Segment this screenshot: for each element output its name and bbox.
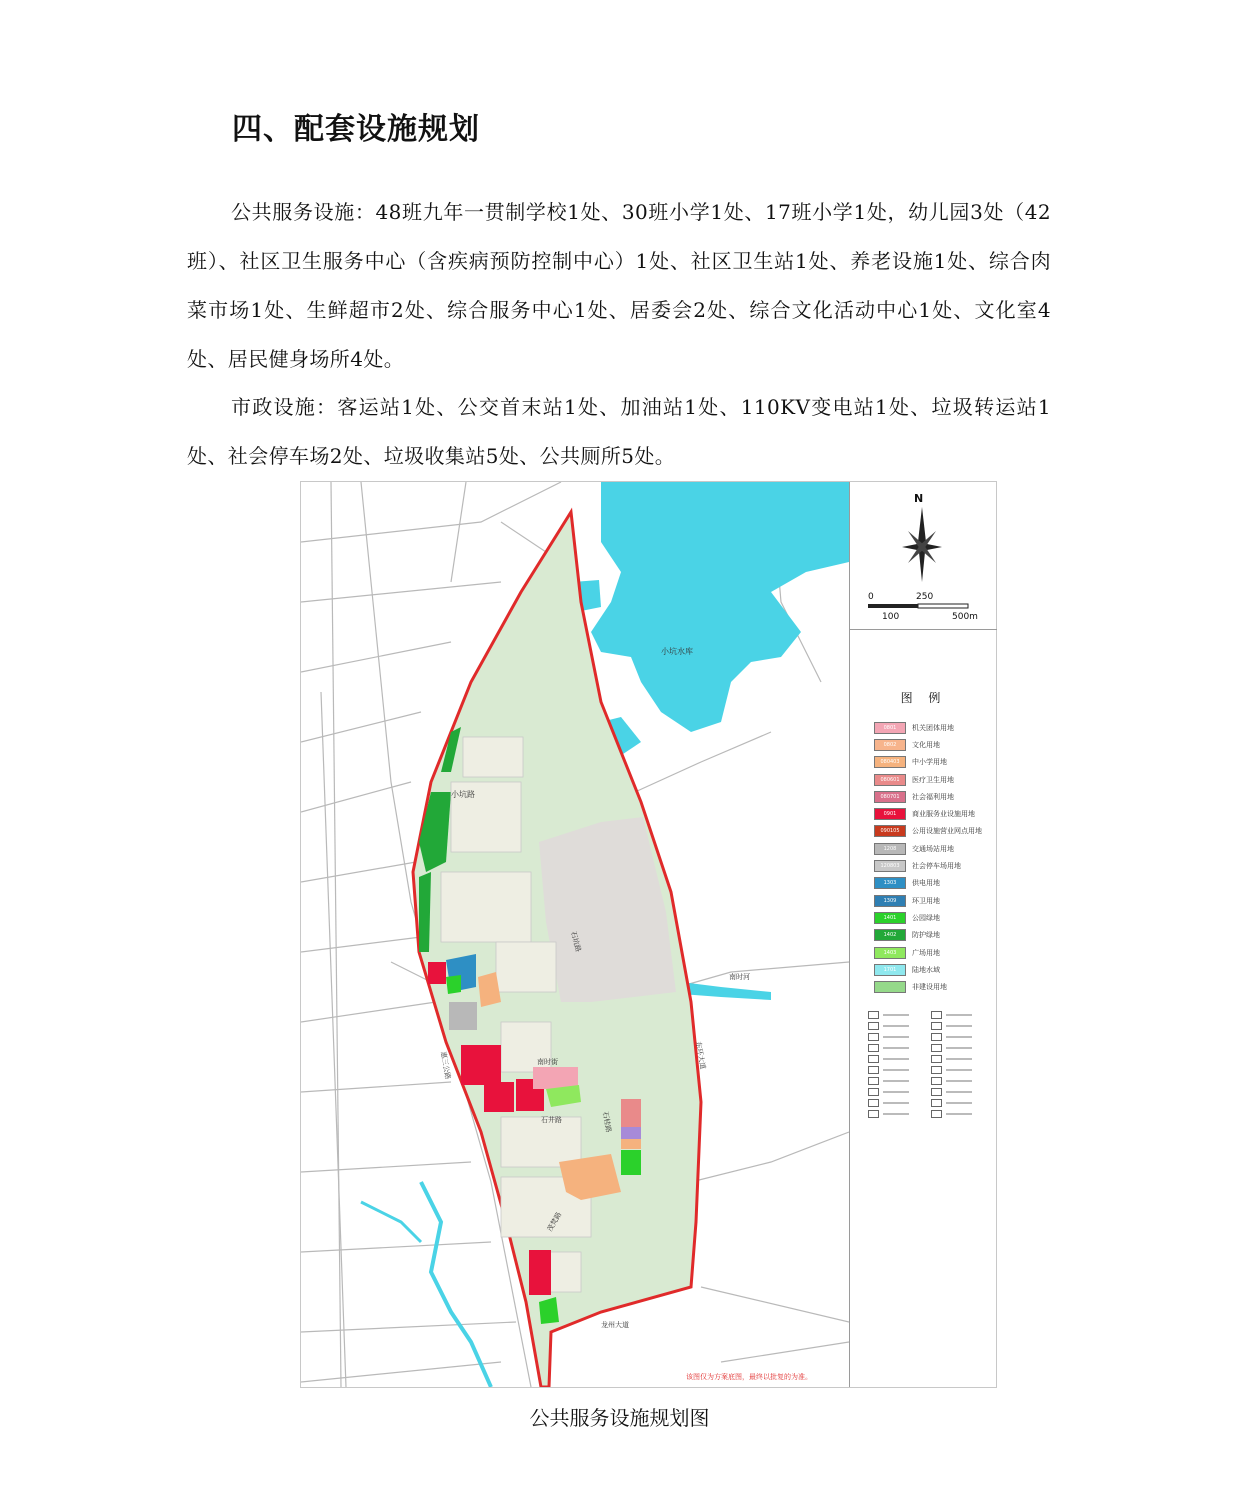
- legend-swatch: 1303: [874, 877, 906, 889]
- legend-item: [874, 805, 994, 822]
- symbol-primary-icon: [868, 1022, 879, 1030]
- legend-item: [874, 754, 994, 771]
- legend-label: 中小学用地: [912, 758, 947, 767]
- legend-item: [874, 771, 994, 788]
- legend-label: 社会停车场用地: [912, 862, 961, 871]
- legend-label: 交通场站用地: [912, 844, 954, 853]
- scale-zero: 0: [868, 592, 874, 602]
- shigui-road-label: 石桂路: [601, 1110, 613, 1134]
- protective-green-south: [419, 872, 431, 952]
- symbol-community-icon: [868, 1044, 879, 1052]
- legend-item: [874, 788, 994, 805]
- legend-swatch: 080601: [874, 774, 906, 786]
- map-disclaimer: 该图仅为方案底图，最终以批复的为准。: [686, 1373, 812, 1381]
- legend-item: [874, 719, 994, 736]
- legend-item: [874, 909, 994, 926]
- legend-swatch: 1401: [874, 912, 906, 924]
- panel-divider: [850, 629, 997, 630]
- legend-label: 供电用地: [912, 879, 940, 888]
- legend-label: 环卫用地: [912, 896, 940, 905]
- legend-item: [874, 961, 994, 978]
- legend-swatch: 1701: [874, 964, 906, 976]
- symbol-culture-icon: [931, 1022, 942, 1030]
- legend-label: 医疗卫生用地: [912, 775, 954, 784]
- plot-commercial-1: [428, 962, 446, 984]
- nanshi-river-label: 南时河: [729, 973, 750, 981]
- plot-commercial-5: [529, 1250, 551, 1295]
- symbol-health-station-icon: [868, 1077, 879, 1085]
- legend-swatch: 1402: [874, 929, 906, 941]
- hui-road-label: 惠三公路: [439, 1050, 452, 1080]
- scale-end: 500m: [952, 612, 978, 622]
- legend-item: [874, 944, 994, 961]
- symbol-kindergarten-icon: [868, 1033, 879, 1041]
- legend-label: 公园绿地: [912, 913, 940, 922]
- nanshi-river-east: [681, 982, 771, 1000]
- legend-swatch: 0901: [874, 808, 906, 820]
- figure-caption: 公共服务设施规划图: [529, 1406, 710, 1430]
- public-services-paragraph: 公共服务设施：48班九年一贯制学校1处、30班小学1处、17班小学1处，幼儿园3处（42班）、社区卫生服务中心（含疾病预防控制中心）1处、社区卫生站1处、养老设施1处、综合肉菜市场1处、生鲜超市2处、综合服务中心1处、居委会2处、综合文化活动中心1处、文化室4处、居民健身场所4处。: [187, 200, 1051, 371]
- legend-item: [874, 892, 994, 909]
- legend-swatch: 080403: [874, 756, 906, 768]
- plot-culture: [621, 1139, 641, 1149]
- plot-school-south: [559, 1154, 621, 1200]
- legend-item: [874, 823, 994, 840]
- section-heading: 四、配套设施规划: [232, 112, 480, 147]
- legend-swatch: 120803: [874, 860, 906, 872]
- legend-title: 图 例: [900, 691, 947, 705]
- planning-map-figure: [300, 481, 997, 1388]
- symbol-bus-icon: [868, 1088, 879, 1096]
- legend-swatch: 1309: [874, 895, 906, 907]
- plot-government: [533, 1067, 578, 1089]
- symbol-gas-icon: [931, 1099, 942, 1107]
- symbol-square-icon: [868, 1055, 879, 1063]
- symbol-health-center-icon: [868, 1066, 879, 1074]
- legend-label: 非建设用地: [912, 983, 947, 992]
- plot-commercial-3: [484, 1082, 514, 1112]
- symbol-market-icon: [931, 1033, 942, 1041]
- scale-bar: [868, 602, 973, 612]
- legend-swatch: 0802: [874, 739, 906, 751]
- legend-swatch: 1208: [874, 843, 906, 855]
- legend-list: [874, 719, 994, 996]
- legend-label: 商业服务业设施用地: [912, 810, 975, 819]
- symbol-station-icon: [868, 1110, 879, 1118]
- legend-label: 广场用地: [912, 948, 940, 957]
- nanshi-street-label: 南时街: [537, 1058, 558, 1066]
- shijie-road-label: 石坑路: [569, 930, 583, 953]
- legend-swatch: 0801: [874, 722, 906, 734]
- plot-transport: [449, 1002, 477, 1030]
- scale-first: 100: [882, 612, 900, 622]
- xiaokeng-road-label: 小坑路: [451, 790, 475, 799]
- plot-medical: [621, 1099, 641, 1129]
- legend-item: [874, 978, 994, 995]
- symbol-school-icon: [868, 1011, 879, 1019]
- legend-item: [874, 927, 994, 944]
- symbol-elderly-icon: [931, 1011, 942, 1019]
- symbol-toilet-icon: [931, 1055, 942, 1063]
- scale-mid: 250: [916, 592, 934, 602]
- symbol-service-center-icon: [931, 1110, 942, 1118]
- legend-item: [874, 857, 994, 874]
- legend-item: [874, 840, 994, 857]
- west-stream-branch: [361, 1202, 421, 1242]
- legend-swatch: 090105: [874, 825, 906, 837]
- legend-label: 文化用地: [912, 740, 940, 749]
- plot-commercial-2: [461, 1045, 501, 1085]
- east-road-label: 东环大道: [694, 1040, 707, 1070]
- legend-label: 陆地水域: [912, 965, 940, 974]
- symbol-list: [868, 1010, 993, 1118]
- compass-rose-icon: [902, 507, 942, 582]
- plot-park-1: [446, 975, 461, 994]
- legend-swatch: [874, 981, 906, 993]
- shijing-road-label: 石井路: [541, 1116, 562, 1124]
- legend-label: 社会福利用地: [912, 792, 954, 801]
- west-stream: [421, 1182, 491, 1387]
- legend-label: 公用设施营业网点用地: [912, 827, 982, 836]
- legend-swatch: 080701: [874, 791, 906, 803]
- legend-swatch: 1403: [874, 947, 906, 959]
- legend-item: [874, 875, 994, 892]
- symbol-culture-room-icon: [931, 1044, 942, 1052]
- legend-label: 机关团体用地: [912, 723, 954, 732]
- reservoir-water: [573, 482, 849, 762]
- legend-label: 防护绿地: [912, 931, 940, 940]
- symbol-transfer-icon: [931, 1066, 942, 1074]
- legend-item: [874, 736, 994, 753]
- plot-welfare: [621, 1127, 641, 1139]
- north-label: N: [914, 492, 924, 505]
- boulevard-label: 龙州大道: [601, 1321, 629, 1329]
- symbol-collection-icon: [931, 1077, 942, 1085]
- symbol-parking-icon: [868, 1099, 879, 1107]
- maofan-road-label: 茂梵路: [545, 1210, 564, 1233]
- planning-map: [301, 482, 849, 1387]
- municipal-paragraph: 市政设施：客运站1处、公交首末站1处、加油站1处、110KV变电站1处、垃圾转运站1处、社会停车场2处、垃圾收集站5处、公共厕所5处。: [187, 395, 1051, 468]
- reservoir-label: 小坑水库: [661, 647, 693, 656]
- symbol-substation-icon: [931, 1088, 942, 1096]
- legend-panel: [849, 482, 997, 1387]
- plot-park-2: [621, 1150, 641, 1175]
